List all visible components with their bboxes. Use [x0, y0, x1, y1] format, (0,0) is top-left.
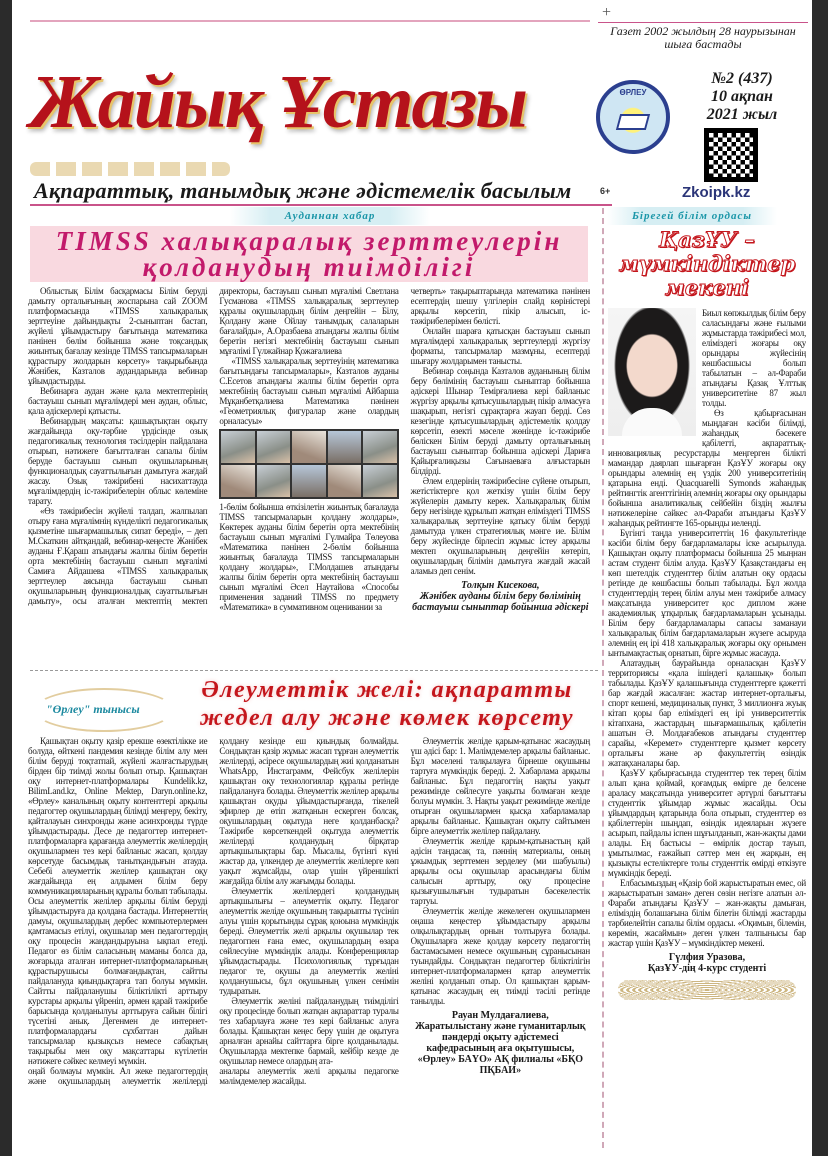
issue-year: 2021 жыл	[706, 106, 778, 123]
article1-headline: TIMSS халықаралық зерттеулерін қолданудың тиімділігі	[30, 226, 588, 282]
paragraph: Әлем елдерінің тәжірибесіне сүйене отырып, жетістіктерге қол жеткізу үшін білім беру жүйелерін дамыту керек. Халықаралық білім беру негізінде құрылып жатқан еліміздегі TIMSS халықаралық зерттеуіне қатысу білім беруді дамытуда үлкен стратегиялық мәнге ие. Білім беру жүйесінде бірлесіп жұмыс істеу арқылы мектеп оқушыларының деңгейін көтеріп, оқушылардың білімін дамытуға жағдай жасай аламыз деп сенім.	[410, 476, 590, 576]
paragraph: 1-бөлім бойынша өткізілетін жиынтық бағалауда TIMSS тапсырмаларын қолдану жолдары», Көктерек ауданы білім беретін орта мектебінің бастауыш сынып мұғалімі Гүлмайра Төлеуова «Математика пәнінен 2-бөлім бойынша жиынтық бағалауда TIMSS тапсырмаларын қолдану жолдары», Г.Молдашев атындағы жалпы білім беретін орта мектебінің бастауыш сынып мұғалімі Әсел Наутайова «Способы применения заданий TIMSS по предмету «Математика» в суммативном оценивании за	[219, 502, 399, 612]
author-title: ҚазҰУ-дің 4-курс студенті	[647, 963, 767, 974]
masthead-title: Жайық Ұстазы	[30, 60, 526, 144]
age-rating: 6+	[600, 186, 611, 196]
article1-byline	[411, 580, 590, 613]
article3-headline: ҚазҰУ – мүмкіндіктер мекені	[618, 228, 796, 300]
article1-body	[28, 286, 590, 668]
paragraph: Вебинардың мақсаты: қашықтықтан оқыту жағдайында оқу-тәрбие үрдісінде озық педагогикалық технология тәсілдерін пайдалана отырып, нәтижеге бағытталған сапалы білім беруде бастауыш сынып оқушыларының функционалдық сауаттылығын дамытуға жағдай жасау. Озық тәжірибені насихаттауда мұғалімдердің іс-тәжірибелерін облыс көлеміне тарату.	[28, 416, 208, 506]
orleu-logo	[596, 80, 670, 154]
article2-body	[28, 736, 590, 1150]
author-title: Жаратылыстану және гуманитарлық пәндерді оқыту әдістемесі кафедрасының аға оқытушысы,	[415, 1021, 586, 1054]
paragraph: Әлеуметтік желіде қарым-қатынас жасаудың үш әдісі бар: 1. Мәлімдемелер арқылы байланыс. Бұл мәселені талқылауға бірнеше оқушыны тартуға мүмкіндік береді. 2. Хабарлама арқылы байланыс. Бұл педагогтің нақты уақыт режимінде сөйлесуге уақыты болмаған кезде болуы мүмкін. 3. Нақты уақыт режимінде желіде отырған оқушылармен қысқа хабарламалар арқылы байланыс. Қашықтан оқыту сайтымен бірге әлеуметтік желілер пайдалану.	[410, 736, 590, 836]
issue-date: 10 ақпан	[711, 88, 773, 105]
paragraph: Вебинар соңында Казталов ауданының білім беру бөлімінің бастауыш сыныптар бойынша әдіскері Шынар Темірғалиева кері байланыс жүргізу арқылы қатысушылардың пікір алмасуға шақырып, негізгі сұрақтарға жауап берді. Сөз кезегінде қатысушылардың әдістемелік қолдау көрсетіп, өзекті мәселе жөнінде іс-тәжірибе бөліскен Білім беруді дамыту орталығының бастауыш сыныптар бойынша әдіскері Дариға Қайырғалиқызы Сағынаеваға алғыстарын білдірді.	[410, 366, 590, 476]
article3-byline	[608, 952, 806, 974]
paragraph: Қашықтан оқыту қазір ерекше өзектілікке ие болуда, өйткені пандемия кезінде білім алу мен білім беруді тоқтатпай, жүйелі жалғастырудың бірден бір тиімді жолы болып отыр. Қашықтан оқу интернет-платформалары Kundelik.kz, BilimLand.kz, Online Mektep, Daryn.online.kz, «Өрлеу» каналының оқыту контенттері арқылы педагогтер оқушылардың білімді меңгеру, бекіту, қайталауын синхронды және асинхронды түрде ұйымдастырады. Десе де педагогтер интернет-платформаларға қарағанда әлеуметтік желілердің оқушылармен тез кері байланыс жасап, қолдау көрсетуде басымдық танытқандығын атауда. Себебі әлеуметтік желілер қашықтан оқу жағдайында ең алдымен білім беру коммуникацияларының құралы болып табылады. Осы әлеуметтік желілер арқылы білім беруді ұйымдастыруға да қолдана бастады. Интернеттің дамуы, оқушылардың дербес компьютерлермен қамтамасыз етілуі, оқушылар мен педагогтердің оқу процесін жандандыруына ықпал етеді. Педагог өз білім саласының маманы болса да, жоғарыда аталған интернет-платформаларының құрастырушысы болмағандықтан, сайтты пайдалануда қиындықтарға тап болуы мүмкін. Сайтты пайдаланушы біліктілікті арттыру курстары арқылы үйреніп, әрмен қарай тәжірибе барысында қолданылуы арттыруға сайын білігі түсетіні анық. Дегенмен де интернет-платформалардағы сұхбаттан дайын тапсырмалар қызықсыз немесе сабақтың тақырыбы мен оқу мақсаттары күтілетін нәтижеге сәйкес келмеуі мүмкін.	[28, 736, 208, 1066]
issue-info	[682, 70, 802, 124]
student-portrait	[608, 308, 696, 436]
paragraph: четверть» тақырыптарында математика пәнінен есептердің шешу үлгілерін слайд көріністері арқылы көрсетіп, пікір алысып, іс-тәжірибелерімен бөлісті.	[410, 286, 590, 326]
website-link[interactable]: Zkoipk.kz	[682, 184, 751, 201]
crop-mark-icon: +	[602, 4, 612, 21]
article2-byline	[411, 1010, 590, 1076]
paragraph: Биыл көпжылдық білім беру саласындағы және ғылыми жұмыстарда тәжірибесі мол, еліміздегі жоғары оқу орындары жүйесінің көшбасшысы болып табылатын – әл-Фараби атындағы Қазақ Ұлттық университетіне 87 жыл толды.	[702, 308, 806, 408]
paragraph: Өз қабырғасынан мыңдаған кәсіби білімді, жаһандық бәсекеге қабілетті, ақпараттық-инновациялық ресурстарды меңгерген білікті мамандар даярлап шығарған ҚазҰУ жоғары оқу орындары әлемнің ең үздік 200 университетінің қатарына енді. Quacquarelli Symonds жаһандық рейтингтік агенттігінің әлемнің жоғары оқу орындары бойынша аналитикалық сейбейін біздің жылғы нәтижелеріне сәйкес әл-Фараби атындағы ҚазҰУ жаһандық рейтингте 165-орынды иеленді.	[608, 408, 806, 528]
masthead-subtitle: Ақпараттық, танымдық және әдістемелік басылым	[34, 178, 572, 203]
qr-code	[704, 128, 758, 182]
issue-number: №2 (437)	[711, 70, 773, 87]
founded-text: Газет 2002 жылдың 28 наурызынан шыға бастады	[598, 22, 808, 51]
webinar-photo-collage	[219, 429, 398, 499]
paragraph: «TIMSS халықаралық зерттеуінің математика бағытындағы тапсырмалары», Казталов ауданы С.Есетов атындағы жалпы білім беретін орта мектебінің бастауыш сынып мұғалімі Айбарша Мұқанбетқалиева Математика пәнінен «Геометриялық фигуралар және олардың орналасуы»	[219, 356, 399, 426]
paragraph: Әлеуметтік желілердегі қолданудың артықшылығы – әлеуметтік оқыту. Педагог әлеуметтік желіде оқушының тақырыпты түсініп алуы үшін қорытынды сұрақ қоюына мүмкіндік береді. Әлеуметтік желі арқылы оқушылар тек педагогпен ғана емес, оқушылардың өзара сөйлесуіне мүмкіндік алады. Конференциялар ұйымдастырады. Психологиялық тұрғыдан педагог те, оқушы да әлеуметтік желіні қолданушысы, бұл оқушының үлкен сенімін тудыратын.	[219, 886, 399, 996]
paragraph: Онлайн шараға қатысқан бастауыш сынып мұғалімдері халықаралық зерттеулерді жүргізу форматы, тапсырмалар мазмұны, есептерді шығару жолдарымен танысты.	[410, 326, 590, 366]
paragraph: Бүгінгі таңда университеттің 16 факультетінде кәсіби білім беру бағдарламалары іске асырылуда. Қашықтан оқыту платформасы бойынша 25 мыңнан астам студент білім алуда. ҚазҰУ Қазақстандағы ең көп шетелдік студенттер білім алатын оқу ордасы ретінде де көшбасшы болып табылады. Бұл жолда студенттердің терең білім алуы мен тәжірибе алмасу мақсатында университет қос диплом және академиялық ұтқырлық бағдарламаларын ұсынады. Білім беру бағдарламалары сапасы заманауи халықаралық білім бағдарламаларын жүзеге асыруда әлемнің ең ірі 418 халықаралық жоғары оқу орнымен ынтымақтастық орнатып, бірге жұмыс жасауда.	[608, 528, 806, 658]
article2-headline: Әлеуметтік желі: ақпаратты жедел алу және көмек көрсету	[200, 677, 574, 731]
paragraph: Алатаудың баурайында орналасқан ҚазҰУ территориясы «қала ішіндегі қалашық» болып табылады. ҚазҰУ қалашығында студенттерге қажетті бар жағдай жасалған: жастар интернет-орталығы, спорт кешені, медициналық пункт, 3 миллионға жуық кітап қоры бар еліміздегі ең ірі университеттік кітапхана, жастардың шығармашылық қабілетін ашатын Ә. Молдағабеков атындағы студенттер сарайы, «Керемет» студенттерге қызмет көрсету орталығы және әр факультеттің өзіндік жатақханалары бар.	[608, 658, 806, 768]
author-organization: «Өрлеу» БАҮО» АҚ филиалы «БҚО ПҚБАИ»	[417, 1054, 584, 1076]
section-tag-right: Бірегей білім ордасы	[607, 207, 777, 225]
section-tag-left: Ауданнан хабар	[230, 207, 430, 225]
section-divider	[30, 670, 598, 671]
paragraph: ҚазҰУ қабырғасында студенттер тек терең білім алып қана қоймай, қоғамдық өмірге де белсене араласу мақсатында университет әртүрлі бағыттағы студенттік ұйымдар жұмыс жасайды. Осы ұйымдардың қатарында бола отырып, студенттер өз қабілеттерін шыңдап, өзіндік идеяларын жүзеге асырып, пайдалы іспен шұғылданып, жан-жақты дами алады. Ең бастысы – өмірлік достар тауып, ұмытылмас, ғажайып сәттер мен ең жарқын, ең қызықты естеліктерге толы студенттік өмірді өткізуге мүмкіндік береді.	[608, 768, 806, 878]
paragraph: оңай болмауы мүмкін. Ал жеке педагогтердің және оқушылардың әлеуметтік желілерді қолдану кезінде еш қиындық болмайды. Сондықтан қазір жұмыс жасап тұрған әлеуметтік желілерді, әсіресе оқушылардың жиі қолданатын WhatsApp, Инстаграмм, Фейсбук желілерін қашықтан оқу технологиялар құралы ретінде пайдалануға болады. Әлеуметтік желілер арқылы қашықтан оқуды ұйымдастырғанда, тікелей эфирлер де өтіп жатқанын ескерген болсақ, оқушылардың оқытуда неге қолданбасқа? Тәжірибе көрсеткендей оқытуда әлеуметтік желілерді қолданудың бірқатар артықшылықтары бар. Мысалы, бүгінгі күні жастар да, үлкендер де әлеуметтік желілерге көп уақыт жұмсайды, олар үшін үйреншікті жағдайда білім алу жағымды болады.	[28, 736, 399, 1086]
paragraph: Әлеуметтік желіде жекелеген оқушылармен оңаша кеңестер ұйымдастыру арқылы олқылықтардың орнын толтыруға болады. Оқушыларға жеке қолдау көрсету педагогтің бастамасымен немесе оқушының сұранысынан туындайды. Сондықтан педагогтер біліктілігін интернет-платформалармен қатар әлеуметтік желіні қолданып отыр. Ол қашықтан қарым-қатынас жасаудың ең тиімді тәсілі ретінде танылды.	[410, 906, 590, 1006]
ornament-band	[30, 162, 230, 176]
author-title: Жәнібек ауданы білім беру бөлімінің бастауыш сыныптар бойынша әдіскері	[412, 591, 589, 613]
divider	[30, 204, 612, 206]
paragraph: Вебинарға аудан және қала мектептерінің бастауыш сынып мұғалімдері мен аудан, облыс, қала әдіскерлері қатысты.	[28, 386, 208, 416]
paragraph: Әлеуметтік желіде қарым-қатынастың қай әдісін таңдасақ та, пәннің материалы, оның ұжымдық зерттемен зерделеу (ми шабуылы) арқылы осы оқушылар арасындағы білім салысын арттыру, оқу процесіне қызығушылығын тудыратын бәсекелестік тартуы.	[410, 836, 590, 906]
newspaper-page	[12, 0, 812, 1156]
logo-text: ӨРЛЕУ	[619, 88, 647, 97]
paragraph: «Өз тәжірибесін жүйелі талдап, жалпылап отыру ғана мұғалімнің күнделікті педагогикалық қызметіне шығармашылық сипат береді», – деп М.Скаткин айтқандай, вебинар-кеңесте Жәнібек ауданы Ғ.Қараш атындағы жалпы білім беретін орта мектебінің бастауыш сынып мұғалімі Самиға Айдашева «TIMSS халықаралық зерттеулер аясында бастауыш сынып оқушыларының функционалдық сауаттылығын дамыту», осы аталған мектептің мектеп директоры, бастауыш сынып мұғалімі Светлана Гусманова «TIMSS халықаралық зерттеулер құралы оқушылардың білім деңгейін – Білу, Қолдану және Ойлау танымдық салаларын бағалайды», А.Оразбаева атындағы жалпы білім беретін негізгі мектебінің бастауыш сынып мұғалімі Гүлжайнар Қожағалиева	[28, 286, 399, 606]
paragraph: Облыстық Білім басқармасы Білім беруді дамыту орталығының жоспарына сай ZOOM платформасында «TIMSS халықаралық зерттеуіне дайындықты 2-сыныптан бастап, жүйелі ұйымдастыру бағытында математика пәнінен бөлім бойынша және тоқсандық жиынтық бағалау кезінде TIMSS тапсырмаларын құрастыру жолдарын көрсету» тақырыбында Жәнібек, Казталов аудандарында вебинар ұйымдастырды.	[28, 286, 208, 386]
ornament	[618, 980, 796, 1000]
masthead-ornament	[30, 20, 590, 42]
paragraph: Әлеуметтік желіні пайдаланудың тиімділігі оқу процесінде болып жатқан ақпараттар туралы тез хабарлауға және тез кері байланыс алуға болады. Қашықтан кеңес беру үшін де оқытуға арналған арнайы сайттарға бірге қолданылады. Оқушыларда мектепке бармай, кейбір кезде де оқушылар немесе олардың ата-	[219, 996, 399, 1066]
paragraph: Елбасымыздың «Қазір бой жарыстыратын емес, ой жарыстыратын заман» деген сөзін негізге алатын әл-Фараби атындағы ҚазҰУ – жан-жақты дамыған, еліміздің болашағына білім білетін білімді жастарды тәрбиелейтін сапалы білім ордасы. «Оқимын, білемін, көремін, жасаймын» деген үлкен талпынысы бар жастар үшін ҚазҰУ – мүмкіндіктер мекені.	[608, 878, 806, 948]
author-name: Гүлфия Уразова,	[668, 952, 746, 963]
founded-note	[598, 22, 808, 51]
author-name: Рауан Мулдағалиева,	[451, 1010, 549, 1021]
article3	[608, 228, 806, 1150]
book-icon	[616, 114, 650, 130]
author-name: Толқын Кисекова,	[461, 580, 540, 591]
paragraph: аналары әлеуметтік желі арқылы педагогке мәлімдемелер жасайды.	[219, 1066, 399, 1086]
orleu-section-tag: "Өрлеу" тынысы	[46, 702, 140, 716]
column-divider	[602, 208, 604, 1148]
